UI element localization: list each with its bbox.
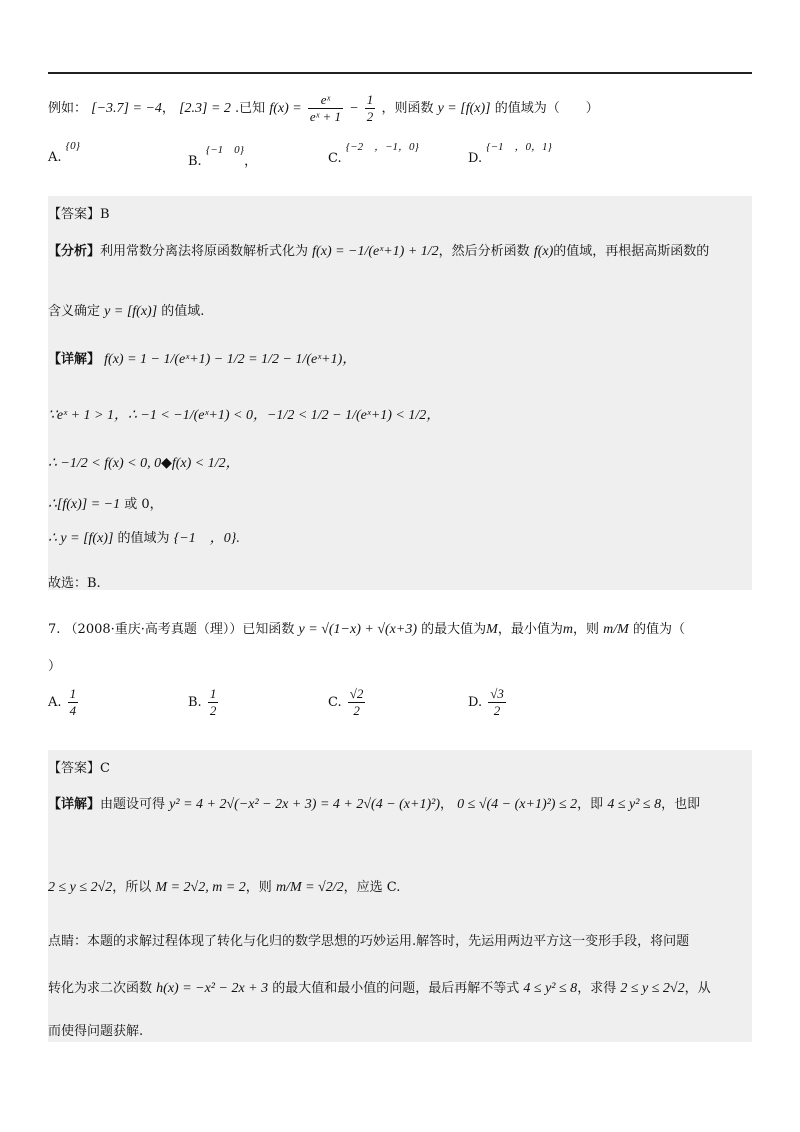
q6-f-fraction: $\frac{\text{eˣ}}{\text{eˣ + 1}}$ bbox=[309, 92, 342, 124]
q7-function: y = √(1−x) + √(x+3) bbox=[298, 622, 417, 637]
answer6-analysis-line2: 含义确定 y = [f(x)] 的值域. bbox=[48, 304, 205, 319]
q7-ratio: m/M bbox=[603, 622, 629, 637]
answer7-comment-1: 点睛：本题的求解过程体现了转化与化归的数学思想的巧妙运用.解答时，先运用两边平方这一变形手段，将问题 bbox=[48, 934, 690, 949]
top-rule bbox=[48, 72, 752, 74]
q7-option-d: D. $\frac{√3}{2}$ bbox=[468, 686, 504, 718]
q6-option-a: A. $^{\{0\}}$ bbox=[48, 140, 80, 165]
answer6-label: 【答案】B bbox=[48, 207, 110, 222]
answer6-detail-2: ∵eˣ + 1 > 1，∴ −1 < −1/(eˣ+1) < 0，−1/2 < 1/2 − 1/(eˣ+1) < 1/2， bbox=[48, 408, 441, 423]
q6-example-1: [−3.7] = −4 bbox=[91, 101, 162, 116]
answer7-label: 【答案】C bbox=[48, 761, 110, 776]
q7-option-c: C. $\frac{√2}{2}$ bbox=[328, 686, 364, 718]
q7-option-a: A. $\frac{1}{4}$ bbox=[48, 686, 77, 718]
q6-y-expr: y = [f(x)] bbox=[437, 101, 491, 116]
q7-stem: 7. （2008·重庆·高考真题（理））已知函数 y = √(1−x) + √(x+3) 的最大值为M，最小值为m，则 m/M 的值为（ bbox=[48, 622, 685, 637]
q6-option-b: B. $^{\{-1 0\}}$， bbox=[188, 144, 258, 169]
answer6-detail-3: ∴ −1/2 < f(x) < 0, 0◆f(x) < 1/2， bbox=[48, 456, 240, 471]
q6-half-fraction: $\frac{1}{2}$ bbox=[366, 92, 374, 124]
answer7-comment-3: 而使得问题获解. bbox=[48, 1024, 144, 1039]
q6-option-c: C. $^{\{-2 ,-1,0\}}$ bbox=[328, 141, 419, 166]
answer7-detail: 【详解】由题设可得 y² = 4 + 2√(−x² − 2x + 3) = 4 + 2√(4 − (x+1)²)， 0 ≤ √(4 − (x+1)²) ≤ 2，即 4 ≤ y² ≤ 8，也即 bbox=[48, 797, 701, 812]
answer6-conclusion: 故选：B. bbox=[48, 576, 101, 591]
q6-f-lhs: f(x) = bbox=[269, 101, 302, 116]
q7-paren-close: ） bbox=[48, 659, 62, 674]
answer6-analysis: 【分析】利用常数分离法将原函数解析式化为 f(x) = −1/(eˣ+1) + 1/2，然后分析函数 f(x)的值域，再根据高斯函数的 bbox=[48, 244, 710, 259]
answer6-detail-5: ∴ y = [f(x)] 的值域为 {−1 ，0}. bbox=[48, 531, 240, 546]
q6-stem: 例如： [−3.7] = −4， [2.3] = 2 .已知 f(x) = $\frac{\text{eˣ}}{\text{eˣ + 1}}$ − $\frac{1}{2}$ ，则函数 y = [f(x)] 的值域为（ ） bbox=[48, 92, 599, 124]
analysis-formula: f(x) = −1/(eˣ+1) + 1/2 bbox=[312, 244, 439, 259]
q6-intro: 例如： bbox=[48, 101, 88, 116]
q7-option-b: B. $\frac{1}{2}$ bbox=[188, 686, 217, 718]
answer7-line2: 2 ≤ y ≤ 2√2，所以 M = 2√2, m = 2，则 m/M = √2/2，应选 C. bbox=[48, 880, 401, 895]
answer6-detail-4: ∴[f(x)] = −1 或 0， bbox=[48, 497, 163, 512]
answer6-detail-1: 【详解】 f(x) = 1 − 1/(eˣ+1) − 1/2 = 1/2 − 1/(eˣ+1)， bbox=[48, 352, 357, 367]
answer7-comment-2: 转化为求二次函数 h(x) = −x² − 2x + 3 的最大值和最小值的问题，最后再解不等式 4 ≤ y² ≤ 8，求得 2 ≤ y ≤ 2√2，从 bbox=[48, 981, 711, 996]
q6-option-d: D. $^{\{-1 ,0,1\}}$ bbox=[468, 141, 552, 166]
q6-example-2: [2.3] = 2 bbox=[179, 101, 231, 116]
